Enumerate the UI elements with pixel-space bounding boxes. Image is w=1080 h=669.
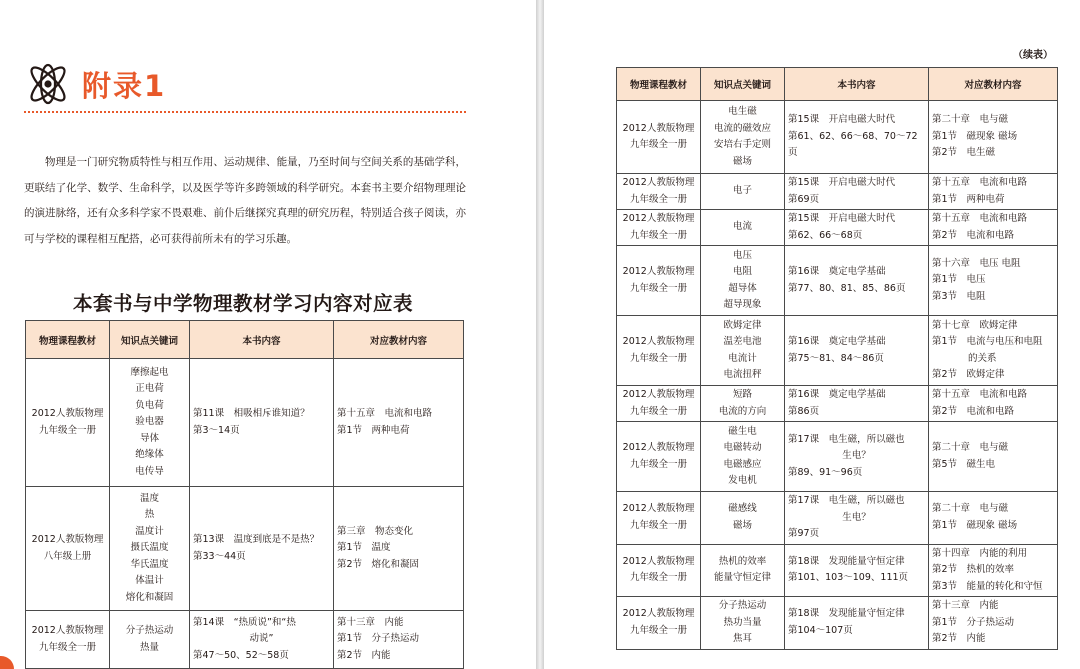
- cell-line: 分子热运动: [125, 625, 174, 636]
- cell-textbook: [617, 210, 701, 246]
- header-curriculum: 对应教材内容: [334, 321, 464, 359]
- table-row: [617, 101, 1058, 174]
- cell-line: 第33～44页: [193, 550, 246, 562]
- cell-book-content: [785, 597, 929, 650]
- table-row: [617, 422, 1058, 492]
- cell-textbook: [26, 611, 110, 669]
- cell-line: 第1节 磁现象 磁场: [932, 519, 1018, 531]
- table-title: 本套书与中学物理教材学习内容对应表: [72, 292, 413, 315]
- cell-line: 第13课 温度到底是不是热？: [193, 534, 320, 545]
- cell-line: 生电？: [842, 450, 871, 462]
- cell-line: 第17课 电生磁，所以磁也: [788, 433, 905, 445]
- cell-keywords: [701, 544, 785, 597]
- cell-line: 电流: [732, 221, 752, 233]
- cell-line: 热: [144, 509, 155, 521]
- cell-keywords: [701, 492, 785, 545]
- header-keywords: 知识点关键词: [701, 68, 785, 101]
- cell-line: 九年级全一册: [38, 424, 96, 436]
- cell-line: 第14课 “热质说”和“热: [193, 616, 296, 628]
- cell-keywords: [110, 487, 190, 611]
- cell-line: 第86页: [788, 405, 820, 417]
- cell-line: 电子: [732, 185, 752, 197]
- cell-line: 第2节 内能: [932, 633, 986, 644]
- cell-line: 热机的效率: [718, 555, 767, 567]
- curriculum-table-left: [25, 320, 464, 669]
- cell-line: 第2节 电流和电路: [932, 229, 1015, 241]
- cell-line: 熔化和凝固: [125, 591, 174, 603]
- cell-line: 2012人教版物理: [31, 408, 104, 419]
- cell-line: 2012人教版物理: [622, 213, 695, 224]
- cell-line: 磁感线: [728, 503, 757, 515]
- cell-curriculum: [929, 597, 1058, 650]
- cell-textbook: [617, 422, 701, 492]
- cell-line: 热量: [139, 641, 159, 653]
- cell-book-content: [785, 422, 929, 492]
- cell-line: 温差电池: [723, 336, 762, 347]
- cell-line: 能量守恒定律: [713, 572, 771, 584]
- cell-curriculum: [929, 544, 1058, 597]
- header-book-content: 本书内容: [190, 321, 334, 359]
- cell-book-content: [785, 316, 929, 386]
- cell-line: 第18课 发现能量守恒定律: [788, 608, 905, 620]
- cell-line: 磁场: [732, 519, 752, 531]
- cell-line: 第16课 奠定电学基础: [788, 336, 886, 347]
- cell-line: 第1节 电流与电压和电阻: [932, 336, 1043, 347]
- cell-line: 电流的磁效应: [713, 122, 771, 134]
- cell-line: 九年级全一册: [629, 405, 687, 417]
- cell-line: 第1节 两种电荷: [932, 193, 1005, 205]
- cell-line: 电压: [732, 249, 752, 261]
- cell-line: 第2节 电生磁: [932, 147, 996, 159]
- atom-icon: [22, 62, 74, 106]
- table-header-row: [26, 321, 464, 359]
- cell-line: 第十六章 电压 电阻: [932, 257, 1021, 269]
- cell-line: 第十三章 内能: [932, 600, 999, 611]
- cell-line: 第15课 开启电磁大时代: [788, 213, 896, 224]
- cell-line: 第47～50、52～58页: [193, 649, 289, 661]
- cell-line: 安培右手定则: [713, 139, 771, 150]
- cell-line: 磁生电: [728, 425, 757, 437]
- cell-line: 2012人教版物理: [622, 442, 695, 453]
- intro-paragraph: 物理是一门研究物质特性与相互作用、运动规律、能量，乃至时间与空间关系的基础学科，更联结了化学、数学、生命科学，以及医学等许多跨领域的科学研究。本套书主要介绍物理理论的演进脉络，还有众多科学家不畏艰难、前仆后继探究真理的研究历程，特别适合孩子阅读，亦可与学校的课程相互配搭，必可获得前所未有的学习乐趣。: [24, 156, 466, 245]
- cell-line: 第15课 开启电磁大时代: [788, 177, 896, 188]
- cell-line: 2012人教版物理: [622, 122, 695, 134]
- cell-line: 第二十章 电与磁: [932, 503, 1009, 515]
- header-book-content: 本书内容: [785, 68, 929, 101]
- cell-line: 第11课 相吸相斥谁知道？: [193, 408, 310, 419]
- cell-line: 电流扭秤: [723, 369, 762, 380]
- cell-line: 体温计: [135, 575, 164, 587]
- cell-curriculum: [929, 316, 1058, 386]
- cell-line: 第1节 温度: [337, 542, 391, 554]
- table-header-row: [617, 68, 1058, 101]
- cell-line: 第3～14页: [193, 424, 240, 436]
- cell-keywords: [110, 359, 190, 487]
- appendix-heading: [22, 62, 166, 106]
- cell-keywords: [701, 174, 785, 210]
- cell-book-content: [190, 359, 334, 487]
- cell-line: 第三章 物态变化: [337, 525, 414, 537]
- table-row: [617, 597, 1058, 650]
- cell-book-content: [785, 246, 929, 316]
- cell-line: 九年级全一册: [38, 641, 96, 653]
- cell-line: 第69页: [788, 193, 820, 205]
- cell-line: 九年级全一册: [629, 572, 687, 584]
- cell-line: 九年级全一册: [629, 282, 687, 294]
- cell-line: 电阻: [732, 266, 752, 277]
- cell-line: 第2节 熔化和凝固: [337, 558, 420, 570]
- cell-line: 验电器: [135, 416, 164, 428]
- cell-keywords: [701, 422, 785, 492]
- cell-keywords: [701, 316, 785, 386]
- cell-book-content: [190, 487, 334, 611]
- cell-line: 第2节 热机的效率: [932, 564, 1015, 575]
- cell-line: 第1节 磁现象 磁场: [932, 130, 1018, 142]
- cell-line: 负电荷: [135, 399, 164, 411]
- dotted-divider: [24, 111, 466, 113]
- cell-line: 第十五章 电流和电路: [932, 177, 1028, 188]
- cell-line: 超导现象: [723, 299, 762, 310]
- cell-line: 第97页: [788, 528, 820, 539]
- cell-line: 2012人教版物理: [31, 625, 104, 636]
- cell-line: 电磁感应: [723, 458, 762, 470]
- cell-line: 第2节 欧姆定律: [932, 369, 1005, 380]
- table-row: [26, 487, 464, 611]
- cell-line: 温度: [139, 492, 159, 504]
- cell-line: 第1节 分子热运动: [932, 616, 1015, 628]
- cell-line: 第十五章 电流和电路: [337, 408, 433, 419]
- cell-line: 温度计: [135, 525, 164, 537]
- cell-textbook: [26, 359, 110, 487]
- cell-curriculum: [929, 101, 1058, 174]
- cell-curriculum: [929, 246, 1058, 316]
- cell-line: 九年级全一册: [629, 352, 687, 364]
- cell-line: 正电荷: [135, 383, 164, 395]
- cell-textbook: [26, 487, 110, 611]
- cell-line: 第5节 磁生电: [932, 458, 996, 470]
- table-row: [617, 386, 1058, 422]
- cell-line: 分子热运动: [718, 600, 767, 611]
- cell-line: 第17课 电生磁，所以磁也: [788, 495, 905, 506]
- cell-book-content: [785, 386, 929, 422]
- cell-line: 电流计: [728, 352, 757, 364]
- cell-line: 八年级上册: [43, 550, 92, 562]
- continued-label: （续表）: [1013, 50, 1053, 61]
- header-keywords: 知识点关键词: [110, 321, 190, 359]
- cell-line: 第3节 能量的转化和守恒: [932, 580, 1043, 592]
- cell-line: 导体: [139, 432, 159, 444]
- cell-textbook: [617, 316, 701, 386]
- table-row: [617, 246, 1058, 316]
- cell-line: 2012人教版物理: [31, 534, 104, 545]
- cell-line: 第16课 奠定电学基础: [788, 266, 886, 277]
- cell-line: 九年级全一册: [629, 193, 687, 205]
- cell-curriculum: [929, 210, 1058, 246]
- cell-line: 第二十章 电与磁: [932, 442, 1009, 453]
- cell-book-content: [785, 492, 929, 545]
- cell-book-content: [785, 544, 929, 597]
- table-row: [26, 611, 464, 669]
- cell-curriculum: [334, 487, 464, 611]
- cell-line: 华氏温度: [130, 558, 169, 570]
- header-textbook: 物理课程教材: [617, 68, 701, 101]
- cell-line: 磁场: [732, 155, 752, 167]
- cell-line: 电生磁: [728, 106, 757, 117]
- header-textbook: 物理课程教材: [26, 321, 110, 359]
- cell-line: 第十五章 电流和电路: [932, 213, 1028, 224]
- cell-keywords: [701, 210, 785, 246]
- cell-line: 2012人教版物理: [622, 266, 695, 277]
- cell-line: 短路: [732, 389, 752, 400]
- cell-line: 第89、91～96页: [788, 466, 863, 478]
- cell-line: 生电？: [842, 511, 871, 523]
- cell-keywords: [701, 597, 785, 650]
- cell-line: 电传导: [135, 465, 164, 477]
- cell-line: 2012人教版物理: [622, 608, 695, 620]
- cell-textbook: [617, 101, 701, 174]
- cell-line: 第1节 电压: [932, 274, 986, 286]
- cell-line: 第104～107页: [788, 624, 853, 636]
- book-spine: [536, 0, 544, 669]
- cell-line: 第十三章 内能: [337, 616, 404, 628]
- cell-line: 第十五章 电流和电路: [932, 389, 1028, 400]
- cell-line: 焦耳: [732, 633, 752, 644]
- cell-line: 绝缘体: [135, 449, 164, 461]
- cell-line: 的关系: [968, 352, 997, 364]
- cell-line: 第61、62、66～68、70～72页: [788, 130, 918, 159]
- cell-line: 动说”: [249, 633, 274, 645]
- cell-line: 摩擦起电: [130, 366, 169, 378]
- cell-line: 2012人教版物理: [622, 555, 695, 567]
- cell-line: 第1节 分子热运动: [337, 633, 420, 645]
- cell-line: 第62、66～68页: [788, 229, 863, 241]
- cell-line: 第2节 电流和电路: [932, 405, 1015, 417]
- cell-textbook: [617, 386, 701, 422]
- cell-line: 第77、80、81、85、86页: [788, 282, 906, 294]
- cell-line: 九年级全一册: [629, 229, 687, 241]
- header-curriculum: 对应教材内容: [929, 68, 1058, 101]
- cell-textbook: [617, 597, 701, 650]
- cell-line: 第十四章 内能的利用: [932, 547, 1028, 559]
- page-corner-tab: [0, 656, 14, 669]
- table-row: [617, 316, 1058, 386]
- cell-line: 第16课 奠定电学基础: [788, 389, 886, 400]
- cell-keywords: [701, 386, 785, 422]
- cell-line: 欧姆定律: [723, 319, 762, 331]
- cell-line: 超导体: [728, 282, 757, 294]
- cell-line: 九年级全一册: [629, 139, 687, 150]
- cell-line: 第101、103～109、111页: [788, 572, 909, 584]
- cell-textbook: [617, 544, 701, 597]
- cell-line: 2012人教版物理: [622, 336, 695, 347]
- cell-curriculum: [929, 422, 1058, 492]
- cell-line: 2012人教版物理: [622, 389, 695, 400]
- table-row: [617, 544, 1058, 597]
- table-row: [26, 359, 464, 487]
- cell-line: 发电机: [728, 475, 757, 486]
- cell-keywords: [701, 246, 785, 316]
- appendix-title: 附录1: [82, 68, 167, 103]
- cell-keywords: [701, 101, 785, 174]
- cell-textbook: [617, 246, 701, 316]
- cell-line: 第75～81、84～86页: [788, 352, 884, 364]
- table-row: [617, 492, 1058, 545]
- cell-line: 摄氏温度: [130, 542, 169, 554]
- cell-book-content: [785, 101, 929, 174]
- cell-textbook: [617, 174, 701, 210]
- cell-line: 第2节 内能: [337, 649, 391, 661]
- cell-curriculum: [929, 492, 1058, 545]
- cell-line: 九年级全一册: [629, 519, 687, 531]
- cell-line: 第十七章 欧姆定律: [932, 319, 1018, 331]
- cell-book-content: [785, 210, 929, 246]
- cell-line: 第1节 两种电荷: [337, 424, 410, 436]
- cell-line: 电流的方向: [718, 405, 767, 417]
- curriculum-table-right: [616, 67, 1058, 650]
- cell-keywords: [110, 611, 190, 669]
- cell-line: 2012人教版物理: [622, 503, 695, 515]
- cell-line: 热功当量: [723, 616, 762, 628]
- cell-curriculum: [334, 359, 464, 487]
- cell-line: 第18课 发现能量守恒定律: [788, 555, 905, 567]
- cell-line: 第二十章 电与磁: [932, 114, 1009, 126]
- cell-line: 第15课 开启电磁大时代: [788, 114, 896, 126]
- cell-line: 电磁转动: [723, 442, 762, 453]
- cell-line: 第3节 电阻: [932, 290, 986, 302]
- cell-curriculum: [334, 611, 464, 669]
- cell-line: 九年级全一册: [629, 458, 687, 470]
- cell-curriculum: [929, 174, 1058, 210]
- table-row: [617, 174, 1058, 210]
- cell-line: 2012人教版物理: [622, 177, 695, 188]
- cell-textbook: [617, 492, 701, 545]
- cell-book-content: [190, 611, 334, 669]
- cell-line: 九年级全一册: [629, 624, 687, 636]
- cell-book-content: [785, 174, 929, 210]
- cell-curriculum: [929, 386, 1058, 422]
- table-row: [617, 210, 1058, 246]
